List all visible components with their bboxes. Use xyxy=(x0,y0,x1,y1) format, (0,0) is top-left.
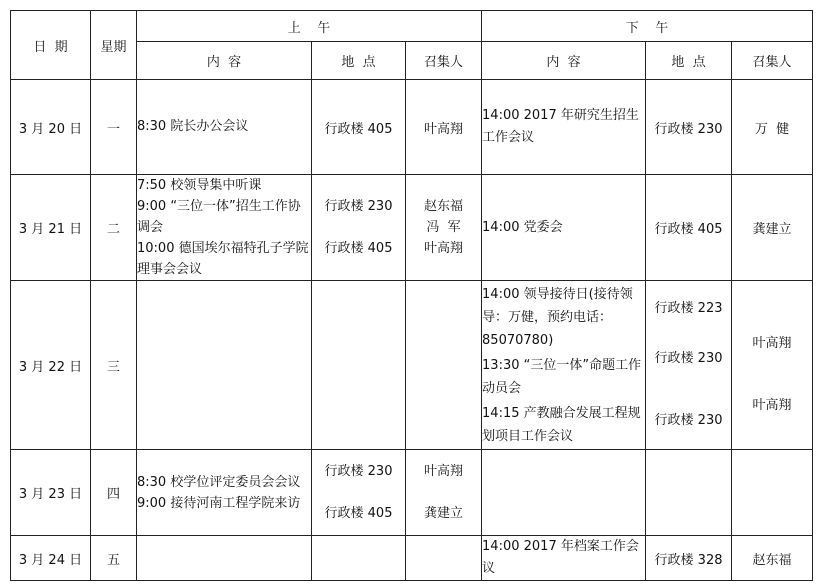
location-item: 行政楼 328 xyxy=(654,552,723,568)
pm-convener-cell xyxy=(732,281,813,450)
pm-item: 14:00 2017 年研究生招生工作会议 xyxy=(482,108,639,145)
am-item: 7:50 校领导集中听课 xyxy=(137,178,262,193)
pm-convener-cell xyxy=(732,450,813,536)
pm-location-cell xyxy=(646,536,732,581)
pm-item: 14:15 产教融合发展工程规划项目工作会议 xyxy=(482,405,641,444)
pm-convener-cell xyxy=(732,536,813,581)
pm-content-cell xyxy=(482,281,646,450)
am-convener-cell xyxy=(406,450,482,536)
pm-content-header: 内 容 xyxy=(482,42,646,80)
schedule-table xyxy=(10,10,813,581)
pm-convener-header: 召集人 xyxy=(732,42,813,80)
table-row xyxy=(11,175,813,281)
am-item: 8:30 校学位评定委员会会议 xyxy=(137,474,301,490)
am-convener-header: 召集人 xyxy=(406,42,482,80)
weekday-cell: 二 xyxy=(91,175,137,281)
convener-item: 赵东福 xyxy=(424,199,464,214)
table-row xyxy=(11,281,813,450)
am-item: 10:00 德国埃尔福特孔子学院理事会会议 xyxy=(137,241,309,277)
weekday-cell: 五 xyxy=(91,536,137,581)
am-content-cell xyxy=(137,175,312,281)
date-cell: 3 月 23 日 xyxy=(11,450,91,536)
convener-item: 赵东福 xyxy=(752,552,792,568)
weekday-cell: 四 xyxy=(91,450,137,536)
weekday-cell: 一 xyxy=(91,80,137,175)
weekday-cell: 三 xyxy=(91,281,137,450)
am-content-cell xyxy=(137,80,312,175)
weekday-header: 星期 xyxy=(91,11,137,80)
pm-content-cell xyxy=(482,536,646,581)
convener-item: 叶高翔 xyxy=(752,336,792,351)
pm-location-cell xyxy=(646,175,732,281)
convener-item: 叶高翔 xyxy=(424,121,464,137)
am-header: 上 午 xyxy=(137,11,482,42)
location-item: 行政楼 223 xyxy=(654,301,723,316)
am-convener-cell xyxy=(406,536,482,581)
location-item: 行政楼 405 xyxy=(324,240,393,256)
table-row xyxy=(11,536,813,581)
am-location-cell xyxy=(312,175,406,281)
table-row xyxy=(11,450,813,536)
date-cell: 3 月 22 日 xyxy=(11,281,91,450)
am-item: 9:00 “三位一体”招生工作协调会 xyxy=(137,199,301,235)
am-location-cell xyxy=(312,536,406,581)
table-row xyxy=(11,80,813,175)
date-cell: 3 月 20 日 xyxy=(11,80,91,175)
am-location-header: 地 点 xyxy=(312,42,406,80)
date-cell: 3 月 21 日 xyxy=(11,175,91,281)
am-convener-cell xyxy=(406,80,482,175)
pm-location-cell xyxy=(646,80,732,175)
pm-header: 下 午 xyxy=(482,11,813,42)
am-location-cell xyxy=(312,450,406,536)
am-convener-cell xyxy=(406,281,482,450)
convener-item: 叶高翔 xyxy=(424,241,464,256)
pm-content-cell xyxy=(482,450,646,536)
pm-convener-cell xyxy=(732,175,813,281)
convener-item: 冯 军 xyxy=(426,220,461,235)
am-content-cell xyxy=(137,450,312,536)
location-item: 行政楼 405 xyxy=(654,222,723,237)
pm-content-cell xyxy=(482,80,646,175)
location-item: 行政楼 405 xyxy=(324,505,393,521)
pm-location-cell xyxy=(646,450,732,536)
am-content-cell xyxy=(137,536,312,581)
am-convener-cell xyxy=(406,175,482,281)
date-cell: 3 月 24 日 xyxy=(11,536,91,581)
pm-location-cell xyxy=(646,281,732,450)
pm-item: 14:00 党委会 xyxy=(482,219,563,235)
convener-item: 龚建立 xyxy=(424,505,464,521)
location-item: 行政楼 230 xyxy=(654,121,723,137)
pm-location-header: 地 点 xyxy=(646,42,732,80)
convener-item: 叶高翔 xyxy=(752,398,792,413)
am-content-header: 内 容 xyxy=(137,42,312,80)
am-location-cell xyxy=(312,281,406,450)
location-item: 行政楼 230 xyxy=(654,413,723,428)
pm-convener-cell xyxy=(732,80,813,175)
location-item: 行政楼 230 xyxy=(324,463,393,479)
am-item: 8:30 院长办公会议 xyxy=(137,119,249,134)
pm-item: 14:00 2017 年档案工作会议 xyxy=(482,539,639,576)
date-header: 日 期 xyxy=(11,11,91,80)
convener-item: 叶高翔 xyxy=(424,463,464,479)
am-item: 9:00 接待河南工程学院来访 xyxy=(137,495,301,511)
location-item: 行政楼 405 xyxy=(324,121,393,137)
am-location-cell xyxy=(312,80,406,175)
am-content-cell xyxy=(137,281,312,450)
convener-item: 龚建立 xyxy=(752,222,792,237)
convener-item: 万 健 xyxy=(754,121,790,137)
location-item: 行政楼 230 xyxy=(324,198,393,214)
pm-item: 14:00 领导接待日(接待领导：万健，预约电话：85070780) xyxy=(482,286,633,348)
location-item: 行政楼 230 xyxy=(654,351,723,366)
pm-content-cell xyxy=(482,175,646,281)
pm-item: 13:30 “三位一体”命题工作动员会 xyxy=(482,357,642,396)
